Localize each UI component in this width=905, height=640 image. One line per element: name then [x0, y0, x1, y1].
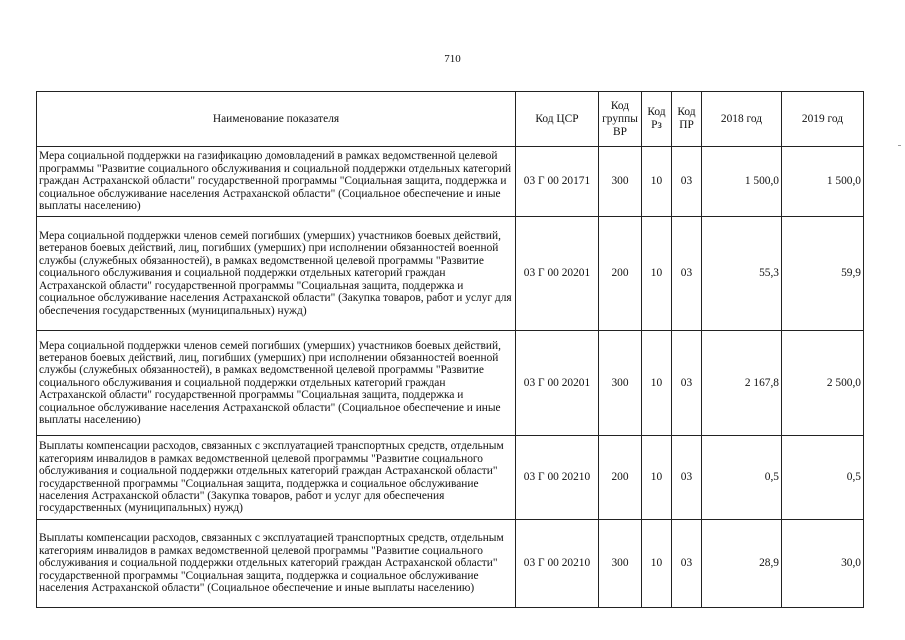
budget-table	[36, 91, 864, 608]
cell-pr: 03	[672, 331, 702, 436]
cell-2018: 1 500,0	[702, 147, 782, 217]
cell-name: Выплаты компенсации расходов, связанных с эксплуатацией транспортных средств, отдельным категориям инвалидов в рамках ведомственной целевой программы "Развитие социального обслуживания и социальной поддержки отдельных категорий граждан Астраханской области" государственной программы "Социальная защита, поддержка и социальное обслуживание населения Астраханской области" (Закупка товаров, работ и услуг для обеспечения государственных (муниципальных) нужд)	[37, 436, 516, 520]
cell-rz: 10	[642, 436, 672, 520]
table-row	[37, 217, 864, 331]
cell-name: Выплаты компенсации расходов, связанных с эксплуатацией транспортных средств, отдельным категориям инвалидов в рамках ведомственной целевой программы "Развитие социального обслуживания и социальной поддержки отдельных категорий граждан Астраханской области" государственной программы "Социальная защита, поддержка и социальное обслуживание населения Астраханской области" (Социальное обеспечение и иные выплаты населению)	[37, 520, 516, 608]
cell-pr: 03	[672, 147, 702, 217]
cell-2018: 0,5	[702, 436, 782, 520]
cell-pr: 03	[672, 520, 702, 608]
cell-csr: 03 Г 00 20201	[516, 331, 599, 436]
cell-vr: 200	[599, 436, 642, 520]
cell-csr: 03 Г 00 20210	[516, 436, 599, 520]
cell-name: Мера социальной поддержки членов семей погибших (умерших) участников боевых действий, ветеранов боевых действий, лиц, погибших (умерших) при исполнении обязанностей военной службы (служебных обязанностей), в рамках ведомственной целевой программы "Развитие социального обслуживания и социальной поддержки отдельных категорий граждан Астраханской области" государственной программы "Социальная защита, поддержка и социальное обслуживание населения Астраханской области" (Закупка товаров, работ и услуг для обеспечения государственных (муниципальных) нужд)	[37, 217, 516, 331]
cell-pr: 03	[672, 436, 702, 520]
table-row	[37, 520, 864, 608]
table-row	[37, 436, 864, 520]
cell-vr: 200	[599, 217, 642, 331]
page-number: 710	[444, 53, 461, 65]
cell-vr: 300	[599, 520, 642, 608]
cell-2018: 2 167,8	[702, 331, 782, 436]
cell-rz: 10	[642, 520, 672, 608]
table-row	[37, 331, 864, 436]
header-rz: Код Рз	[642, 92, 672, 147]
header-vr: Код группы ВР	[599, 92, 642, 147]
cell-vr: 300	[599, 147, 642, 217]
cell-name: Мера социальной поддержки на газификацию домовладений в рамках ведомственной целевой программы "Развитие социального обслуживания и социальной поддержки отдельных категорий граждан Астраханской области" государственной программы "Социальная защита, поддержка и социальное обслуживание населения Астраханской области" (Социальное обеспечение и иные выплаты населению)	[37, 147, 516, 217]
header-2019: 2019 год	[782, 92, 864, 147]
cell-2019: 0,5	[782, 436, 864, 520]
cell-csr: 03 Г 00 20171	[516, 147, 599, 217]
cell-csr: 03 Г 00 20210	[516, 520, 599, 608]
cell-2019: 1 500,0	[782, 147, 864, 217]
cell-vr: 300	[599, 331, 642, 436]
cell-2019: 30,0	[782, 520, 864, 608]
cell-rz: 10	[642, 331, 672, 436]
cell-rz: 10	[642, 217, 672, 331]
scan-mark	[898, 145, 901, 146]
cell-2019: 2 500,0	[782, 331, 864, 436]
header-name: Наименование показателя	[37, 92, 516, 147]
cell-2019: 59,9	[782, 217, 864, 331]
cell-2018: 28,9	[702, 520, 782, 608]
cell-csr: 03 Г 00 20201	[516, 217, 599, 331]
cell-2018: 55,3	[702, 217, 782, 331]
header-2018: 2018 год	[702, 92, 782, 147]
table-row	[37, 147, 864, 217]
table-header-row	[37, 92, 864, 147]
cell-name: Мера социальной поддержки членов семей погибших (умерших) участников боевых действий, ветеранов боевых действий, лиц, погибших (умерших) при исполнении обязанностей военной службы (служебных обязанностей), в рамках ведомственной целевой программы "Развитие социального обслуживания и социальной поддержки отдельных категорий граждан Астраханской области" государственной программы "Социальная защита, поддержка и социальное обслуживание населения Астраханской области" (Социальное обеспечение и иные выплаты населению)	[37, 331, 516, 436]
cell-rz: 10	[642, 147, 672, 217]
header-csr: Код ЦСР	[516, 92, 599, 147]
header-pr: Код ПР	[672, 92, 702, 147]
cell-pr: 03	[672, 217, 702, 331]
